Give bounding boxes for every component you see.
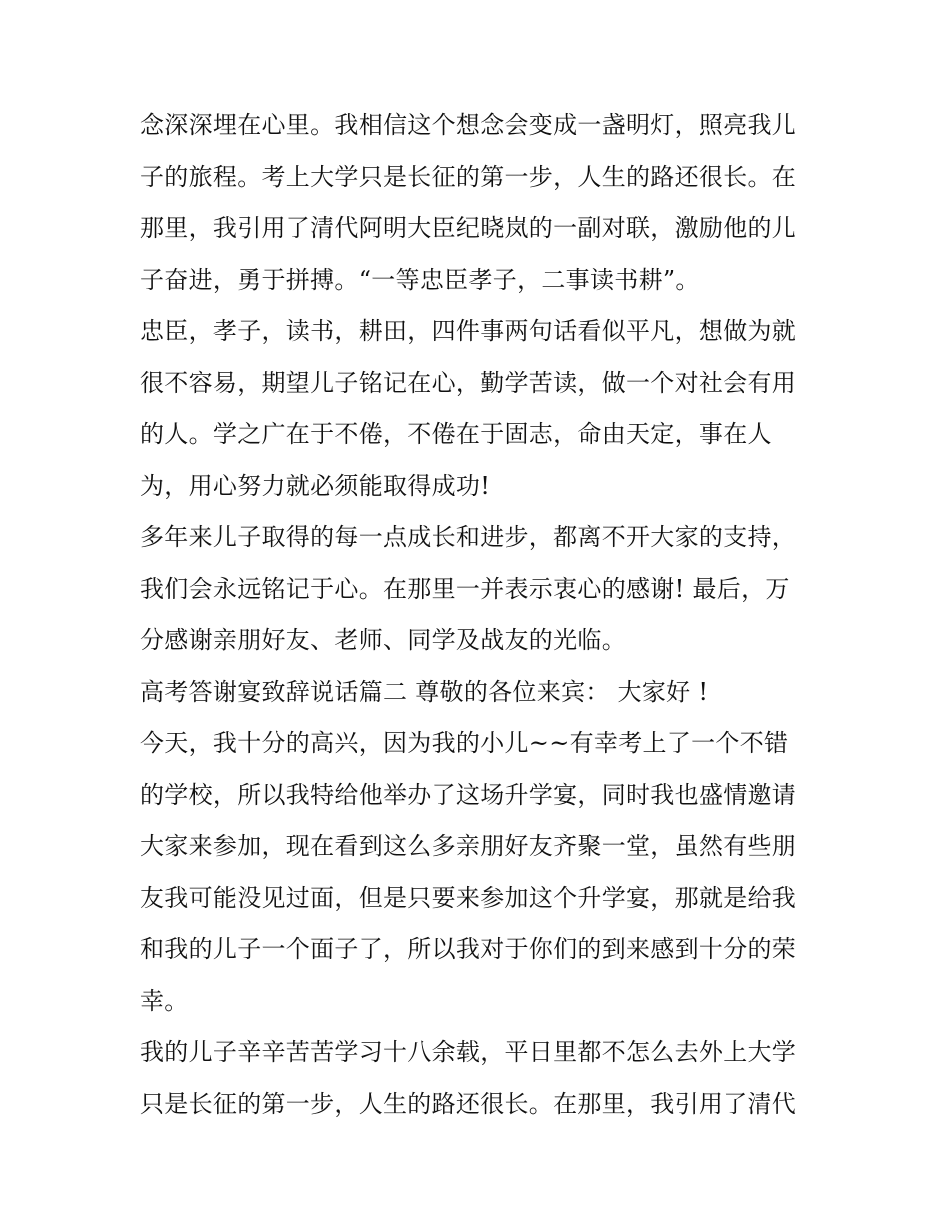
- text-line: 友我可能没见过面，但是只要来参加这个升学宴，那就是给我: [140, 883, 797, 912]
- text-line: 和我的儿子一个面子了，所以我对于你们的到来感到十分的荣: [140, 935, 797, 963]
- body-text: [140, 100, 820, 1130]
- text-line: 今天，我十分的高兴，因为我的小儿~~有幸考上了一个不错: [140, 729, 789, 757]
- text-line: 的学校，所以我特给他举办了这场升学宴，同时我也盛情邀请: [140, 780, 797, 809]
- text-line: 多年来儿子取得的每一点成长和进步，都离不开大家的支持，: [140, 523, 797, 551]
- text-line: 的人。学之广在于不倦，不倦在于固志，命由天定，事在人: [140, 420, 772, 448]
- text-line: 高考答谢宴致辞说话篇二 尊敬的各位来宾： 大家好 !: [140, 677, 709, 706]
- text-line: 忠臣，孝子，读书，耕田，四件事两句话看似平凡，想做为就: [140, 317, 797, 345]
- text-line: 大家来参加，现在看到这么多亲朋好友齐聚一堂，虽然有些朋: [140, 832, 797, 860]
- text-line: 为，用心努力就必须能取得成功!: [140, 471, 491, 500]
- text-line: 分感谢亲朋好友、老师、同学及战友的光临。: [140, 626, 626, 654]
- text-line: 很不容易，期望儿子铭记在心，勤学苦读，做一个对社会有用: [140, 368, 797, 397]
- text-line: 子的旅程。考上大学只是长征的第一步，人生的路还很长。在: [140, 162, 797, 191]
- text-line: 我们会永远铭记于心。在那里一并表示衷心的感谢! 最后，万: [140, 574, 790, 603]
- text-line: 我的儿子辛辛苦苦学习十八余载，平日里都不怎么去外上大学: [140, 1038, 797, 1066]
- text-line: 幸。: [140, 986, 189, 1015]
- text-line: 念深深埋在心里。我相信这个想念会变成一盏明灯，照亮我儿: [140, 111, 797, 139]
- text-line: 那里，我引用了清代阿明大臣纪晓岚的一副对联，激励他的儿: [140, 214, 797, 242]
- text-line: 只是长征的第一步，人生的路还很长。在那里，我引用了清代: [140, 1089, 797, 1118]
- text-line: 子奋进，勇于拼搏。“一等忠臣孝子，二事读书耕”。: [140, 265, 700, 294]
